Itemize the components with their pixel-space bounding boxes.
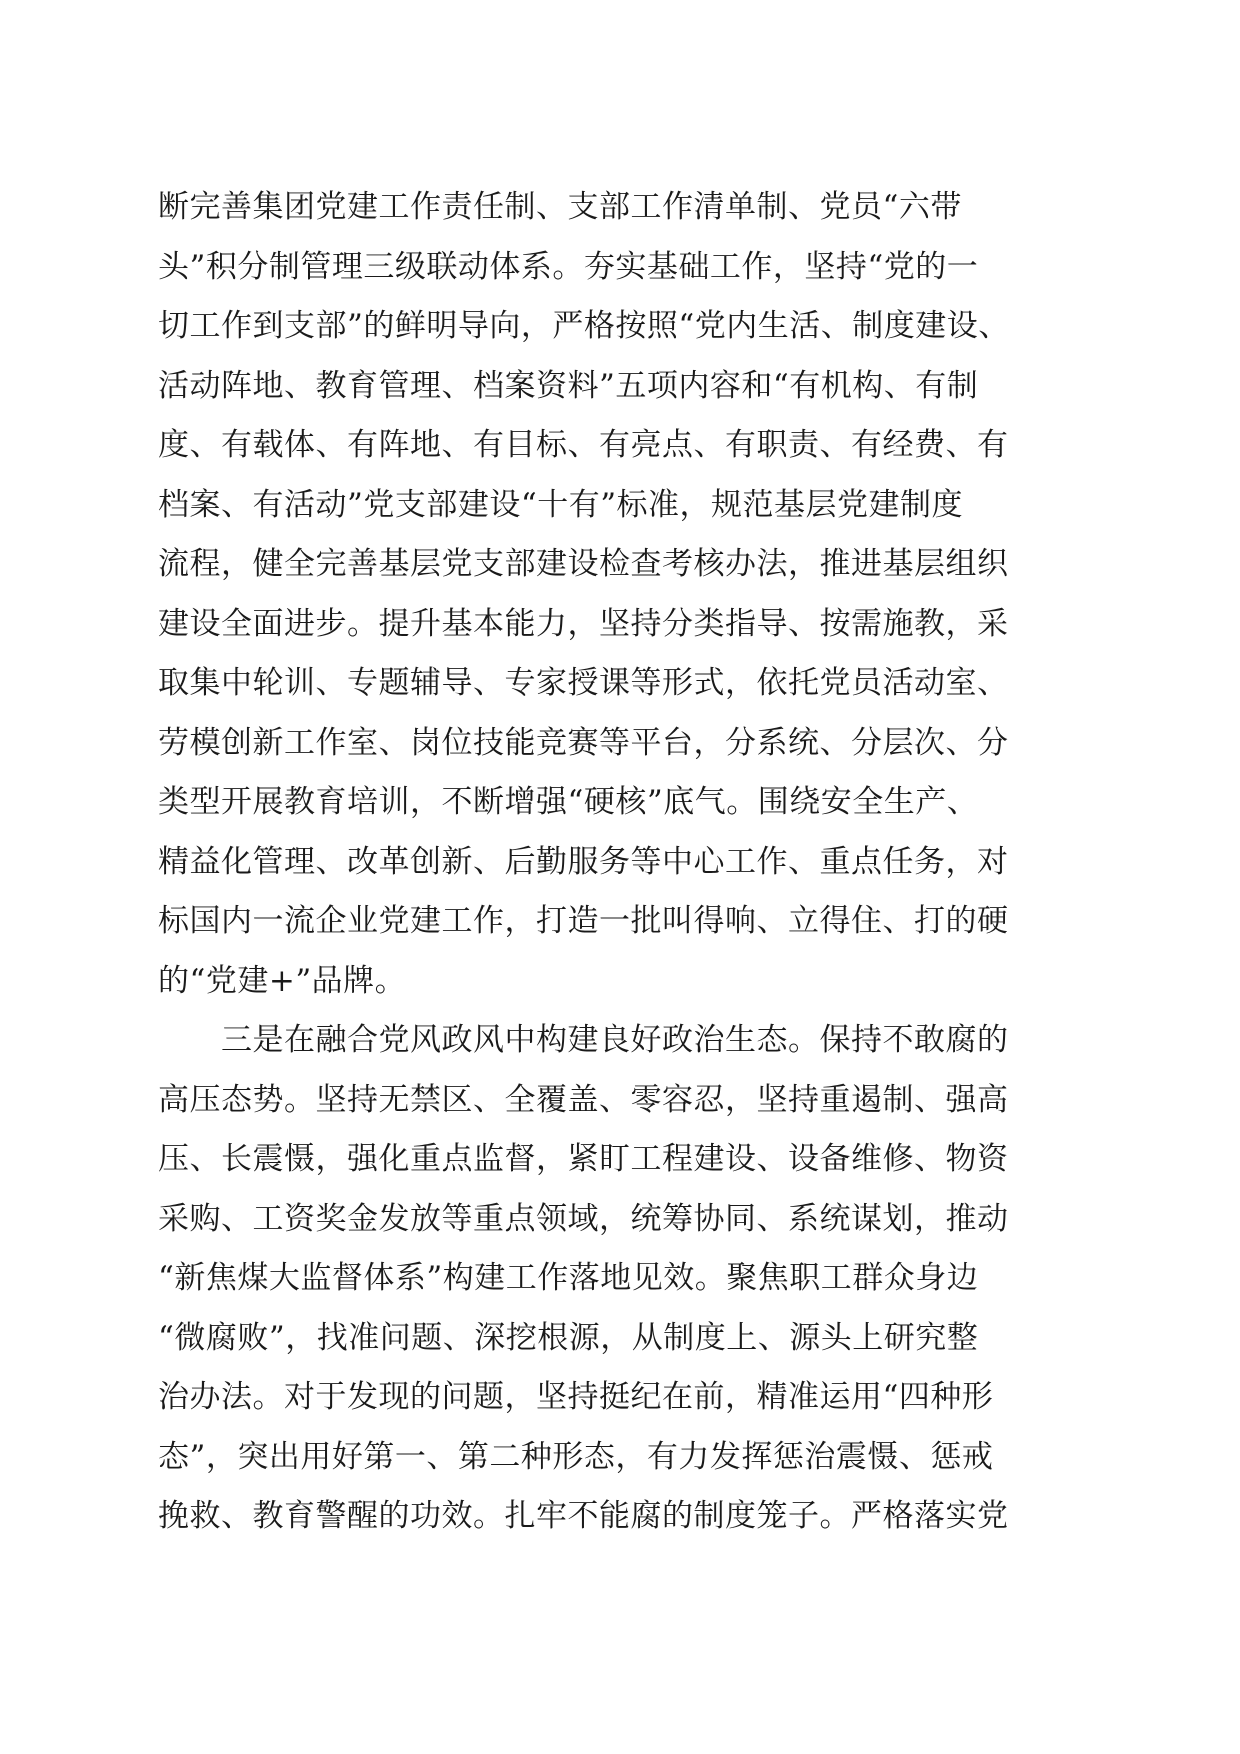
text-line: 类型开展教育培训，不断增强“硬核”底气。围绕安全生产、 (158, 784, 979, 820)
text-line: 建设全面进步。提升基本能力，坚持分类指导、按需施教，采 (158, 605, 1009, 642)
text-line: 取集中轮训、专题辅导、专家授课等形式，依托党员活动室、 (158, 665, 1009, 701)
text-line: 劳模创新工作室、岗位技能竞赛等平台，分系统、分层次、分 (158, 724, 1009, 761)
text-line: 活动阵地、教育管理、档案资料”五项内容和“有机构、有制 (158, 367, 979, 404)
text-line: 挽救、教育警醒的功效。扎牢不能腐的制度笼子。严格落实党 (158, 1498, 1009, 1534)
text-line: 高压态势。坚持无禁区、全覆盖、零容忍，坚持重遏制、强高 (158, 1081, 1009, 1118)
text-line: 度、有载体、有阵地、有目标、有亮点、有职责、有经费、有 (158, 427, 1009, 463)
text-line: 精益化管理、改革创新、后勤服务等中心工作、重点任务，对 (158, 843, 1009, 880)
text-line: 流程，健全完善基层党支部建设检查考核办法，推进基层组织 (158, 546, 1009, 582)
text-line: 头”积分制管理三级联动体系。夯实基础工作，坚持“党的一 (158, 248, 979, 285)
text-line: 采购、工资奖金发放等重点领域，统筹协同、系统谋划，推动 (158, 1200, 1009, 1237)
text-line: 压、长震慑，强化重点监督，紧盯工程建设、设备维修、物资 (158, 1141, 1009, 1177)
text-line: 标国内一流企业党建工作，打造一批叫得响、立得住、打的硬 (158, 903, 1009, 939)
body-text (158, 178, 1088, 1547)
text-line: 切工作到支部”的鲜明导向，严格按照“党内生活、制度建设、 (158, 308, 1010, 344)
text-line: 态”，突出用好第一、第二种形态，有力发挥惩治震慑、惩戒 (158, 1438, 994, 1475)
text-line: 治办法。对于发现的问题，坚持挺纪在前，精准运用“四种形 (158, 1379, 994, 1415)
text-line: “新焦煤大监督体系”构建工作落地见效。聚焦职工群众身边 (158, 1260, 979, 1296)
text-line: 的“党建+”品牌。 (158, 962, 407, 999)
paragraph-start-line: 三是在融合党风政风中构建良好政治生态。保持不敢腐的 (158, 1022, 1009, 1058)
text-line: 档案、有活动”党支部建设“十有”标准，规范基层党建制度 (158, 486, 964, 523)
text-line: “微腐败”，找准问题、深挖根源，从制度上、源头上研究整 (158, 1319, 979, 1356)
text-line: 断完善集团党建工作责任制、支部工作清单制、党员“六带 (158, 189, 962, 225)
